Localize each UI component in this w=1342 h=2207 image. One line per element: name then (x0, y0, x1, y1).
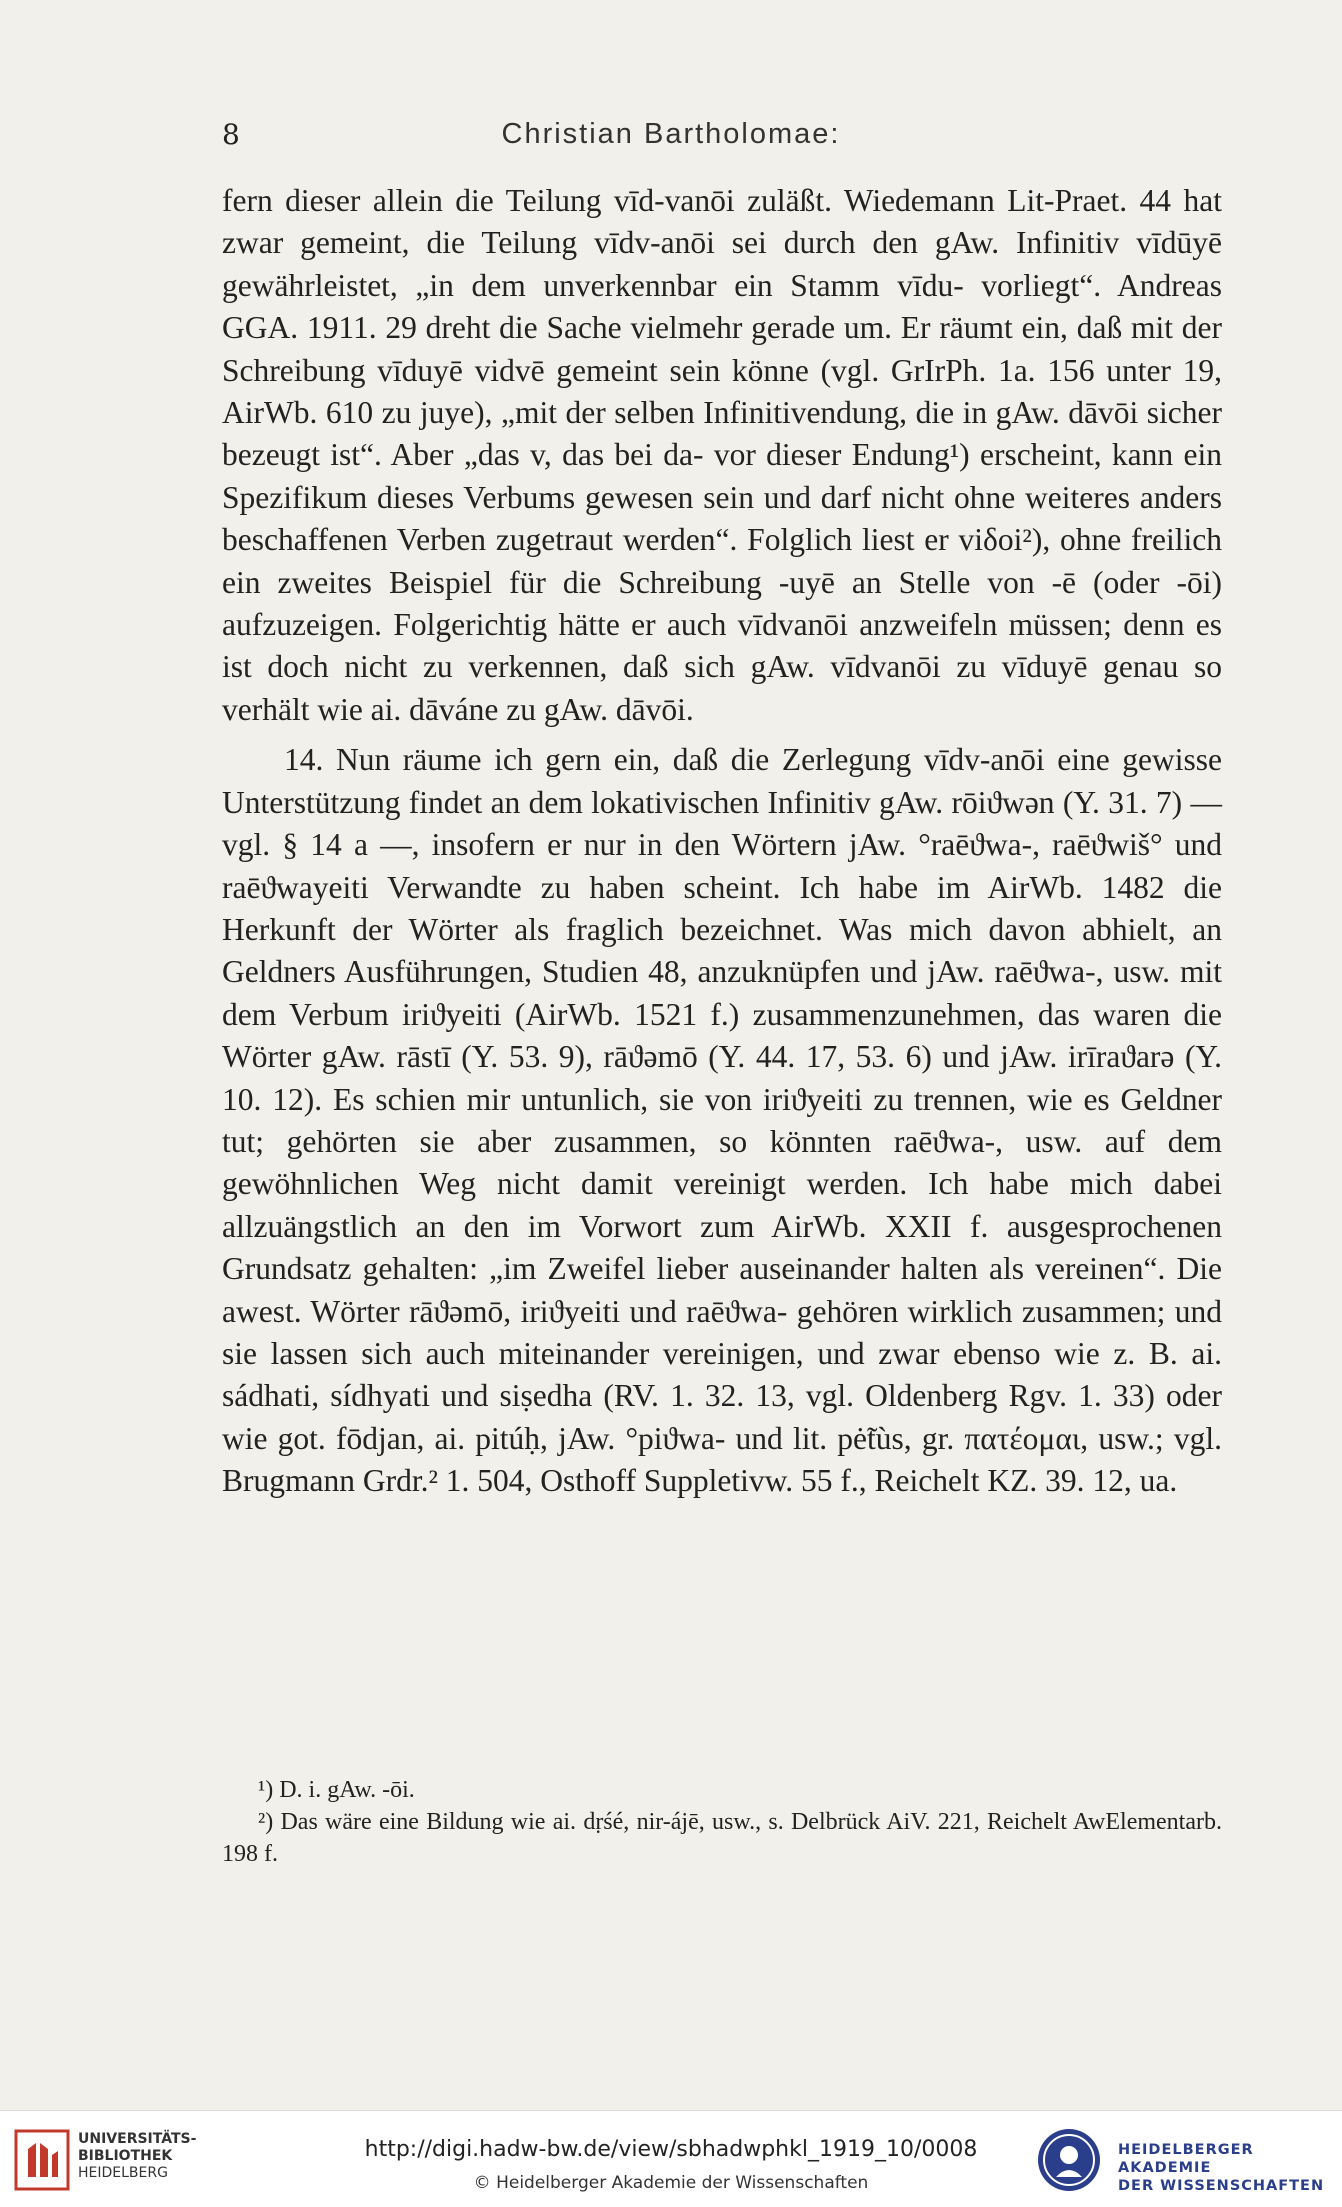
paragraph: 14. Nun räume ich gern ein, daß die Zerlegung vīdv-anōi eine gewisse Unterstützung findet an dem lokativischen Infinitiv gAw. rōiϑwən (Y. 31. 7) — vgl. § 14 a —, insofern er nur in den Wörtern jAw. °raēϑwa-, raēϑwiš° und raēϑwayeiti Verwandte zu haben scheint. Ich habe im AirWb. 1482 die Herkunft der Wörter als fraglich bezeichnet. Was mich davon abhielt, an Geldners Ausführungen, Studien 48, anzuknüpfen und jAw. raēϑwa-, usw. mit dem Verbum iriϑyeiti (AirWb. 1521 f.) zusammenzunehmen, das waren die Wörter gAw. rāstī (Y. 53. 9), rāϑəmō (Y. 44. 17, 53. 6) und jAw. irīraϑarə (Y. 10. 12). Es schien mir untunlich, sie von iriϑyeiti zu trennen, wie es Geldner tut; gehörten sie aber zusammen, so könnten raēϑwa-, usw. auf dem gewöhnlichen Weg nicht damit vereinigt werden. Ich habe mich dabei allzuängstlich an den im Vorwort zum AirWb. XXII f. ausgesprochenen Grundsatz gehalten: „im Zweifel lieber auseinander halten als vereinen“. Die awest. Wörter rāϑəmō, iriϑyeiti und raēϑwa- gehören wirklich zusammen; und sie lassen sich auch miteinander vereinigen, und zwar ebenso wie z. B. ai. sádhati, sídhyati und siṣedha (RV. 1. 32. 13, vgl. Oldenberg Rgv. 1. 33) oder wie got. fōdjan, ai. pitúḥ, jAw. °piϑwa- und lit. pė̃tùs, gr. πατέομαι, usw.; vgl. Brugmann Grdr.² 1. 504, Osthoff Suppletivw. 55 f., Reichelt KZ. 39. 12, ua. (222, 742, 1222, 1499)
page-number: 8 (222, 118, 240, 151)
page-header (0, 118, 1342, 158)
university-library-name: UNIVERSITÄTS- BIBLIOTHEK HEIDELBERG (78, 2131, 197, 2181)
academy-seal-icon (1036, 2127, 1102, 2193)
footnotes (222, 1774, 1222, 1870)
permalink-url[interactable]: http://digi.hadw-bw.de/view/sbhadwphkl_1919_10/0008 (364, 2137, 978, 2162)
running-head: Christian Bartholomae: (501, 118, 841, 150)
body-text (222, 180, 1222, 1503)
paragraph: fern dieser allein die Teilung vīd-vanōi zuläßt. Wiedemann Lit-Praet. 44 hat zwar gemeint, die Teilung vīdv-anōi sei durch den gAw. Infinitiv vīdūyē gewährleistet, „in dem unverkennbar ein Stamm vīdu- vorliegt“. Andreas GGA. 1911. 29 dreht die Sache vielmehr gerade um. Er räumt ein, daß mit der Schreibung vīduyē vidvē gemeint sein könne (vgl. GrIrPh. 1a. 156 unter 19, AirWb. 610 zu juye), „mit der selben Infinitivendung, die in gAw. dāvōi sicher bezeugt ist“. Aber „das v, das bei da- vor dieser Endung¹) erscheint, kann ein Spezifikum dieses Verbums gewesen sein und darf nicht ohne weiteres anders beschaffenen Verben zugetraut werden“. Folglich liest er viδoi²), ohne freilich ein zweites Beispiel für die Schreibung -uyē an Stelle von -ē (oder -ōi) aufzuzeigen. Folgerichtig hätte er auch vīdvanōi anzweifeln müssen; denn es ist doch nicht zu verkennen, daß sich gAw. vīdvanōi zu vīduyē genau so verhält wie ai. dāváne zu gAw. dāvōi. (222, 183, 1222, 727)
viewer-footer (0, 2110, 1342, 2207)
footnote: ²) Das wäre eine Bildung wie ai. dṛśé, nir-ájē, usw., s. Delbrück AiV. 221, Reichelt AwElementarb. 198 f. (222, 1809, 1222, 1867)
copyright-notice: © Heidelberger Akademie der Wissenschaften (473, 2173, 869, 2193)
academy-name: HEIDELBERGER AKADEMIE DER WISSENSCHAFTEN (1118, 2142, 1325, 2194)
footnote: ¹) D. i. gAw. -ōi. (258, 1777, 415, 1803)
